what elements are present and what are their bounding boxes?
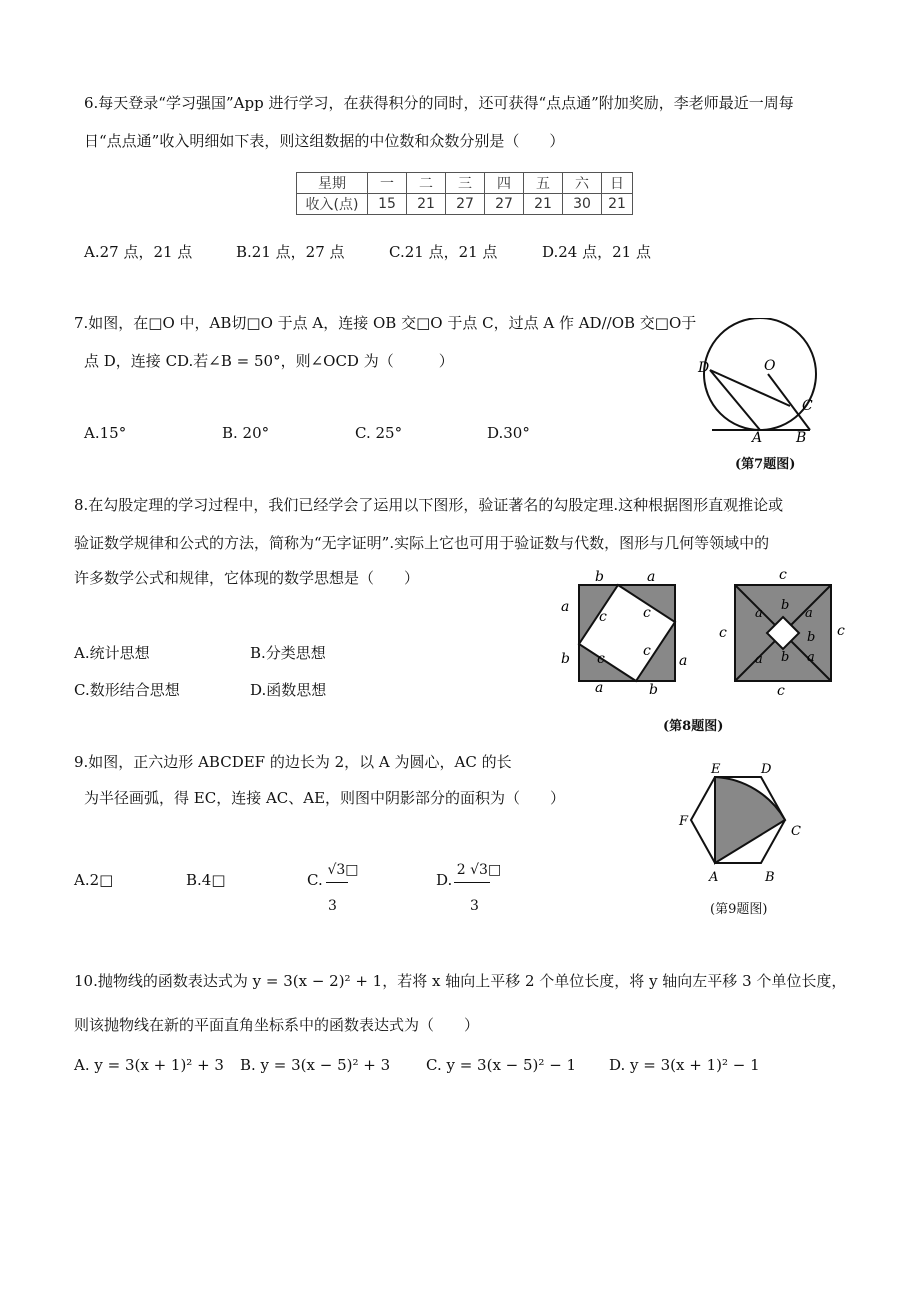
label-a: A xyxy=(709,870,719,885)
label-e: E xyxy=(711,763,721,777)
q7-circle-figure xyxy=(690,318,830,448)
q10-option-d[interactable]: D. y = 3(x + 1)² − 1 xyxy=(609,1056,760,1074)
shaded-sector xyxy=(715,777,785,863)
label-a: A xyxy=(752,430,763,446)
label-c: c xyxy=(597,651,605,667)
label-b: b xyxy=(595,569,604,585)
q9-line1: 9.如图，正六边形 ABCDEF 的边长为 2，以 A 为圆心，AC 的长 xyxy=(74,753,512,771)
q6-option-b[interactable]: B.21 点，27 点 xyxy=(236,243,345,261)
label-c: c xyxy=(719,625,727,641)
q9-caption: (第9题图) xyxy=(710,902,768,917)
table-cell: 30 xyxy=(563,194,602,215)
q7-caption: (第7题图) xyxy=(735,457,796,472)
q6-option-a[interactable]: A.27 点，21 点 xyxy=(84,243,193,261)
table-cell: 15 xyxy=(368,194,407,215)
label-b: B xyxy=(765,870,775,885)
q8-option-d[interactable]: D.函数思想 xyxy=(250,681,327,699)
table-cell: 日 xyxy=(602,173,633,194)
q6-line2: 日“点点通”收入明细如下表，则这组数据的中位数和众数分别是（ ） xyxy=(84,132,565,150)
q8-option-b[interactable]: B.分类思想 xyxy=(250,644,326,662)
table-cell: 四 xyxy=(485,173,524,194)
label-c: C xyxy=(791,824,801,839)
q6-option-d[interactable]: D.24 点，21 点 xyxy=(542,243,651,261)
label-a: a xyxy=(595,680,604,696)
table-cell: 27 xyxy=(446,194,485,215)
q9-option-d-fraction-bar xyxy=(454,882,490,883)
label-c: c xyxy=(599,609,607,625)
q9-option-d-sqrt: 2 √3 xyxy=(456,862,488,878)
q8-figure-2 xyxy=(715,565,855,701)
q7-option-b[interactable]: B. 20° xyxy=(222,424,270,442)
q7-option-a[interactable]: A.15° xyxy=(84,424,127,442)
table-header-income: 收入(点) xyxy=(297,194,368,215)
label-b: b xyxy=(561,651,570,667)
label-a: a xyxy=(679,653,688,669)
q8-option-a[interactable]: A.统计思想 xyxy=(74,644,150,662)
label-a: a xyxy=(805,606,813,621)
label-c: c xyxy=(779,567,787,583)
q9-option-c[interactable]: C. xyxy=(307,871,323,889)
q6-line1: 6.每天登录“学习强国”App 进行学习，在获得积分的同时，还可获得“点点通”附加奖励，李老师最近一周每 xyxy=(84,94,794,112)
label-a: a xyxy=(647,569,656,585)
table-cell: 21 xyxy=(524,194,563,215)
label-b: B xyxy=(796,430,807,446)
q8-figure-1 xyxy=(555,565,695,701)
q9-option-c-fraction-bar xyxy=(326,882,348,883)
label-b: b xyxy=(781,598,790,613)
label-a: a xyxy=(755,652,763,667)
q7-line1: 7.如图，在□O 中，AB切□O 于点 A，连接 OB 交□O 于点 C，过点 A 作 AD//OB 交□O于 xyxy=(74,314,697,332)
segment-da xyxy=(710,370,760,430)
q9-option-c-sqrt: √3 xyxy=(327,862,346,878)
q10-line2: 则该抛物线在新的平面直角坐标系中的函数表达式为（ ） xyxy=(74,1016,480,1034)
label-c: c xyxy=(643,605,651,621)
table-cell: 五 xyxy=(524,173,563,194)
label-d: D xyxy=(698,360,710,376)
table-cell: 三 xyxy=(446,173,485,194)
q8-line3: 许多数学公式和规律，它体现的数学思想是（ ） xyxy=(74,569,420,587)
table-cell: 一 xyxy=(368,173,407,194)
q9-option-d-numerator xyxy=(454,862,504,878)
label-a: a xyxy=(807,650,815,665)
q9-option-a[interactable]: A.2□ xyxy=(74,871,114,889)
q9-hexagon-figure xyxy=(675,763,815,893)
table-cell: 六 xyxy=(563,173,602,194)
table-header-day: 星期 xyxy=(297,173,368,194)
q7-option-c[interactable]: C. 25° xyxy=(355,424,403,442)
q9-option-c-denominator: 3 xyxy=(328,898,337,914)
q6-option-c[interactable]: C.21 点，21 点 xyxy=(389,243,498,261)
label-c: c xyxy=(777,683,785,699)
q10-option-b[interactable]: B. y = 3(x − 5)² + 3 xyxy=(240,1056,391,1074)
q10-option-c[interactable]: C. y = 3(x − 5)² − 1 xyxy=(426,1056,577,1074)
q10-option-a[interactable]: A. y = 3(x + 1)² + 3 xyxy=(74,1056,224,1074)
q8-option-c[interactable]: C.数形结合思想 xyxy=(74,681,180,699)
q9-option-d[interactable]: D. xyxy=(436,871,453,889)
label-a: a xyxy=(561,599,570,615)
q10-line1: 10.抛物线的函数表达式为 y = 3(x − 2)² + 1，若将 x 轴向上平移 2 个单位长度，将 y 轴向左平移 3 个单位长度， xyxy=(74,972,847,990)
q8-line1: 8.在勾股定理的学习过程中，我们已经学会了运用以下图形，验证著名的勾股定理.这种根据图形直观推论或 xyxy=(74,496,784,514)
label-b: b xyxy=(649,682,658,698)
q7-option-d[interactable]: D.30° xyxy=(487,424,530,442)
label-f: F xyxy=(679,814,689,829)
label-a: a xyxy=(755,606,763,621)
q9-line2: 为半径画弧，得 EC，连接 AC、AE，则图中阴影部分的面积为（ ） xyxy=(84,789,566,807)
label-d: D xyxy=(761,763,772,777)
q7-line2: 点 D，连接 CD.若∠B = 50°，则∠OCD 为（ ） xyxy=(84,352,454,370)
table-row xyxy=(297,194,633,215)
label-c: c xyxy=(643,643,651,659)
table-cell: 27 xyxy=(485,194,524,215)
table-cell: 21 xyxy=(407,194,446,215)
label-c: c xyxy=(837,623,845,639)
label-o: O xyxy=(764,358,776,374)
q9-option-b[interactable]: B.4□ xyxy=(186,871,226,889)
q8-caption: (第8题图) xyxy=(663,719,724,734)
income-table xyxy=(296,172,633,215)
q8-line2: 验证数学规律和公式的方法，简称为“无字证明”.实际上它也可用于验证数与代数，图形与几何等领域中的 xyxy=(74,534,770,552)
q9-option-d-symbol: □ xyxy=(487,862,502,878)
label-b: b xyxy=(781,650,790,665)
table-row xyxy=(297,173,633,194)
q9-option-d-denominator: 3 xyxy=(470,898,479,914)
q9-option-c-numerator xyxy=(326,862,360,878)
q9-option-c-symbol: □ xyxy=(345,862,359,878)
label-c: C xyxy=(802,398,813,414)
table-cell: 二 xyxy=(407,173,446,194)
label-b: b xyxy=(807,630,816,645)
table-cell: 21 xyxy=(602,194,633,215)
